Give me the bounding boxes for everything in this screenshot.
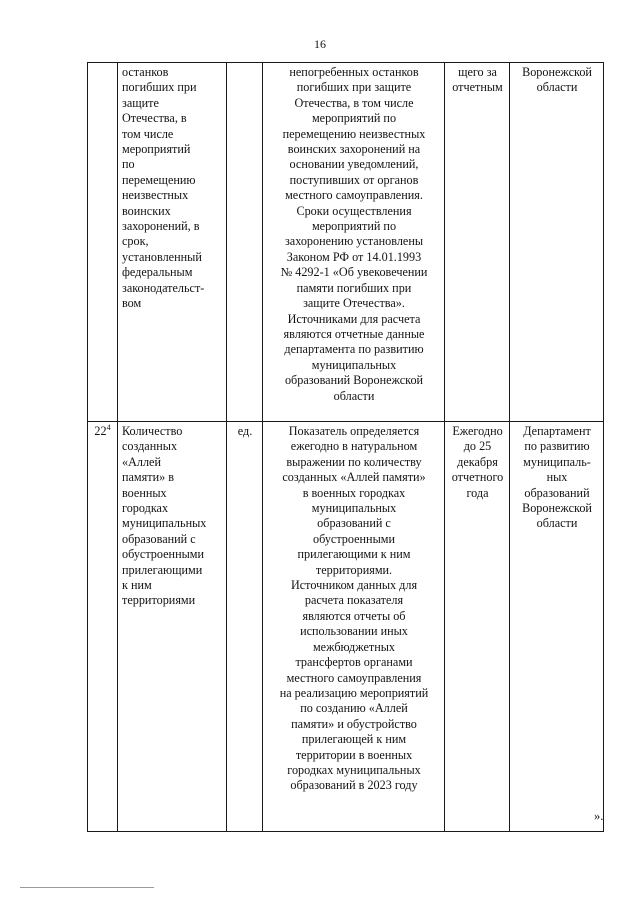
calculation-method-cell-line: образований Воронежской (284, 373, 424, 388)
table-row (88, 63, 604, 422)
indicator-name-cell-line: образований с (122, 531, 196, 546)
calculation-method-cell-line: являются отчеты об (302, 608, 406, 623)
calculation-method-cell-line: по созданию «Аллей (300, 701, 408, 716)
calculation-method-cell-line: воинских захоронений на (287, 142, 421, 157)
indicator-name-cell-line: к ним (122, 578, 152, 593)
calculation-method-cell-line: Источником данных для (290, 578, 418, 593)
calculation-method-cell-line: выражении по количеству (286, 454, 422, 469)
calculation-method-cell-line: департамента по развитию (284, 342, 424, 357)
row-number: 22 (94, 424, 107, 438)
unit-value: ед. (237, 424, 253, 438)
calculation-method-cell-line: являются отчетные данные (283, 326, 425, 341)
indicator-name-cell-line: городках (122, 501, 169, 516)
calculation-method-cell-line: прилегающей к ним (301, 732, 407, 747)
indicator-name-cell-line: созданных (122, 439, 178, 454)
calculation-method-cell-line: ежегодно в натуральном (290, 439, 418, 454)
calculation-method-cell-line: образований в 2023 году (290, 778, 418, 793)
calculation-method-cell-line: памяти погибших при (296, 280, 412, 295)
calculation-method-cell-line: расчета показателя (304, 593, 404, 608)
calculation-method-cell-line: муниципальных (311, 357, 397, 372)
indicator-name-cell-line: срок, (122, 234, 149, 249)
calculation-method-cell-line: территориями. (315, 562, 393, 577)
indicator-name-cell-line: неизвестных (122, 188, 189, 203)
indicators-table (87, 62, 604, 832)
period-cell (445, 63, 510, 422)
responsible-cell-line: Воронежской (522, 501, 592, 516)
calculation-method-cell-line: защите Отечества». (303, 296, 405, 311)
calculation-method-cell-line: Источниками для расчета (287, 311, 421, 326)
calculation-method-cell-line: местного самоуправления (286, 670, 422, 685)
unit-cell (227, 422, 263, 832)
responsible-cell (510, 63, 604, 422)
calculation-method-cell-line: памяти» и обустройство (291, 716, 417, 731)
indicator-name-cell-line: Количество (122, 424, 183, 438)
calculation-method-cell-line: мероприятий по (311, 111, 397, 126)
calculation-method-cell-line: городках муниципальных (287, 762, 421, 777)
period-cell-line: щего за (458, 65, 497, 79)
calculation-method-cell-line: образований с (317, 516, 391, 531)
calculation-method-cell-line: захоронению установлены (284, 234, 424, 249)
calculation-method-cell-line: прилегающими к ним (297, 547, 411, 562)
footer-rule (20, 887, 154, 888)
responsible-cell-line: области (536, 80, 578, 95)
period-cell-line: отчетного (451, 470, 504, 485)
indicator-name-cell-line: Отечества, в (122, 111, 187, 126)
closing-quote-mark: ». (594, 809, 604, 823)
unit-cell (227, 63, 263, 422)
indicator-name-cell-line: воинских (122, 203, 171, 218)
indicator-name-cell-line: перемещению (122, 172, 196, 187)
calculation-method-cell-line: межбюджетных (312, 639, 396, 654)
indicator-name-cell-line: федеральным (122, 265, 193, 280)
calculation-method-cell-line: Законом РФ от 14.01.1993 (286, 249, 422, 264)
row-number-cell (88, 63, 118, 422)
calculation-method-cell-line: непогребенных останков (289, 65, 419, 79)
indicator-name-cell-line: по (122, 157, 135, 172)
indicator-name-cell-line: военных (122, 485, 167, 500)
indicator-name-cell-line: «Аллей (122, 454, 161, 469)
responsible-cell-line: образований (524, 485, 590, 500)
indicator-name-cell-line: мероприятий (122, 142, 191, 157)
indicator-name-cell (118, 63, 227, 422)
calculation-method-cell-line: местного самоуправления. (285, 188, 423, 203)
calculation-method-cell-line: погибших при защите (296, 80, 412, 95)
calculation-method-cell (263, 422, 445, 832)
indicator-name-cell-line: законодательст- (122, 280, 205, 295)
calculation-method-cell-line: мероприятий по (311, 219, 397, 234)
responsible-cell-line: Воронежской (522, 65, 592, 79)
calculation-method-cell-line: основании уведомлений, (289, 157, 419, 172)
calculation-method-cell-line: территории в военных (295, 747, 413, 762)
period-cell-line: отчетным (452, 80, 503, 95)
responsible-cell-line: ных (546, 470, 568, 485)
row-number-superscript: 4 (106, 422, 111, 432)
calculation-method-cell-line: перемещению неизвестных (282, 126, 426, 141)
period-cell-line: года (466, 485, 489, 500)
indicator-name-cell-line: вом (122, 296, 142, 311)
period-cell-line: до 25 (463, 439, 492, 454)
indicator-name-cell-line: захоронений, в (122, 219, 200, 234)
indicator-name-cell-line: муниципальных (122, 516, 207, 531)
indicator-name-cell (118, 422, 227, 832)
responsible-cell-line: области (536, 516, 578, 531)
indicator-name-cell-line: защите (122, 95, 159, 110)
responsible-cell-line: по развитию (524, 439, 590, 454)
calculation-method-cell-line: области (333, 388, 375, 403)
page-number: 16 (314, 37, 326, 51)
calculation-method-cell-line: № 4292-1 «Об увековечении (280, 265, 428, 280)
period-cell (445, 422, 510, 832)
calculation-method-cell-line: созданных «Аллей памяти» (282, 470, 426, 485)
calculation-method-cell-line: обустроенными (312, 531, 396, 546)
indicator-name-cell-line: том числе (122, 126, 174, 141)
calculation-method-cell-line: Сроки осуществления (296, 203, 412, 218)
table-body (88, 63, 604, 832)
indicator-name-cell-line: памяти» в (122, 470, 174, 485)
calculation-method-cell (263, 63, 445, 422)
calculation-method-cell-line: муниципальных (311, 501, 397, 516)
calculation-method-cell-line: использовании иных (300, 624, 408, 639)
period-cell-line: Ежегодно (452, 424, 503, 438)
indicator-name-cell-line: обустроенными (122, 547, 205, 562)
calculation-method-cell-line: поступивших от органов (289, 172, 419, 187)
responsible-cell (510, 422, 604, 832)
calculation-method-cell-line: трансфертов органами (295, 655, 413, 670)
indicator-name-cell-line: прилегающими (122, 562, 203, 577)
calculation-method-cell-line: на реализацию мероприятий (279, 685, 429, 700)
indicator-name-cell-line: территориями (122, 593, 196, 608)
indicator-name-cell-line: установленный (122, 249, 202, 264)
calculation-method-cell-line: Показатель определяется (288, 424, 420, 438)
row-number-cell (88, 422, 118, 832)
table-row (88, 422, 604, 832)
calculation-method-cell-line: Отечества, в том числе (294, 95, 414, 110)
responsible-cell-line: Департамент (523, 424, 591, 438)
indicator-name-cell-line: погибших при (122, 80, 197, 95)
period-cell-line: декабря (457, 454, 498, 469)
calculation-method-cell-line: в военных городках (302, 485, 406, 500)
responsible-cell-line: муниципаль- (523, 454, 591, 469)
indicator-name-cell-line: останков (122, 65, 169, 79)
